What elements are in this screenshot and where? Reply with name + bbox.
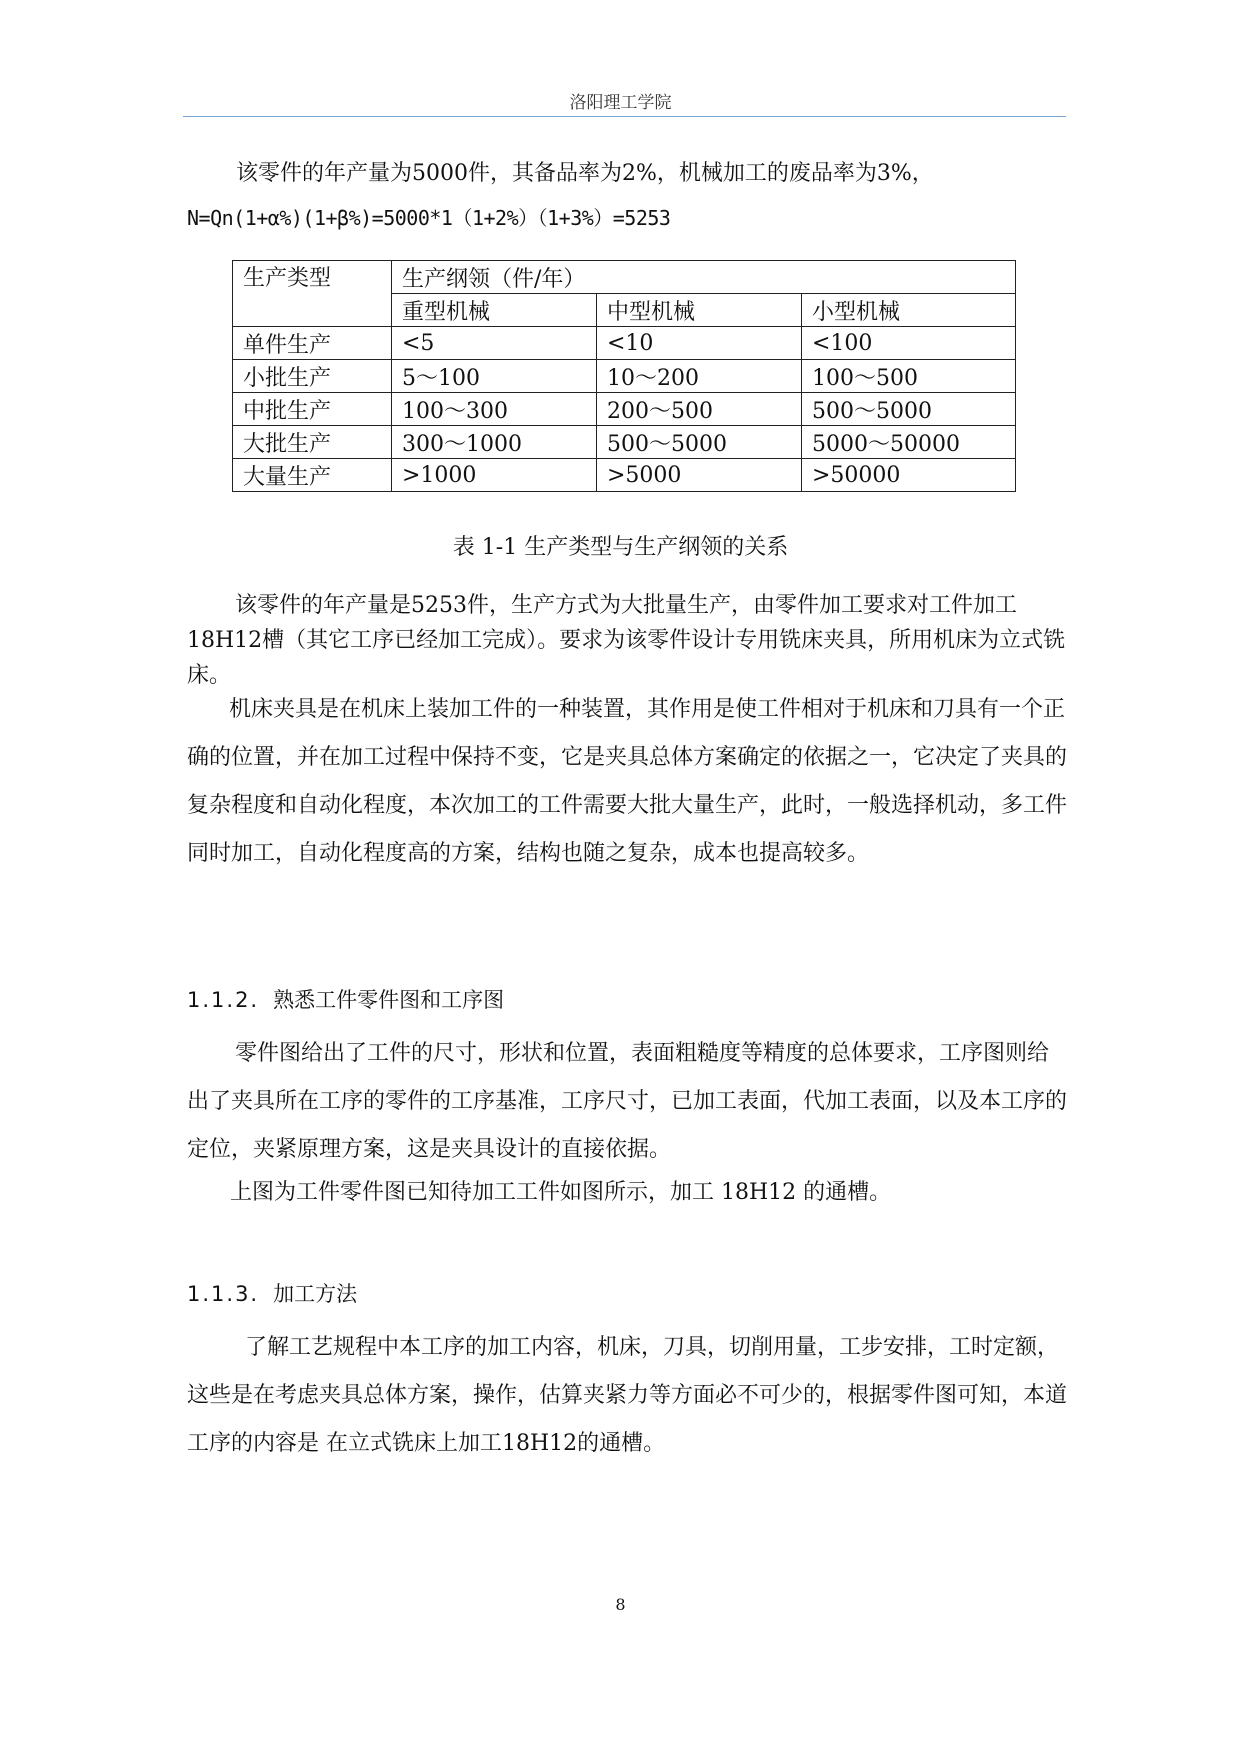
table-cell: 10～200 (597, 360, 802, 393)
table-cell: <10 (597, 327, 802, 360)
table-cell: >1000 (392, 459, 597, 492)
table-row (233, 327, 1016, 360)
row-type-cell: 单件生产 (233, 327, 392, 360)
table-cell: 500～5000 (802, 393, 1016, 426)
table-row (233, 426, 1016, 459)
section-title: 熟悉工件零件图和工序图 (273, 988, 505, 1012)
row-type-cell: 中批生产 (233, 393, 392, 426)
table-cell: 100～500 (802, 360, 1016, 393)
section-number: 1.1.3. (187, 1282, 260, 1306)
paragraph-fixture-description: 机床夹具是在机床上装加工件的一种装置，其作用是使工件相对于机床和刀具有一个正确的位置，并在加工过程中保持不变，它是夹具总体方案确定的依据之一，它决定了夹具的复杂程度和自动化程度，本次加工的工件需要大批大量生产，此时，一般选择机动，多工件同时加工，自动化程度高的方案，结构也随之复杂，成本也提高较多。 (187, 697, 1068, 866)
row-type-cell: 大批生产 (233, 426, 392, 459)
header-divider (183, 116, 1066, 117)
row-type-cell: 大量生产 (233, 459, 392, 492)
page-header-title: 洛阳理工学院 (569, 93, 672, 113)
section-number: 1.1.2. (187, 988, 260, 1012)
quantity-formula: N=Qn(1+α%)(1+β%)=5000*1（1+2%）（1+3%）=5253 (187, 206, 671, 230)
table-cell: <100 (802, 327, 1016, 360)
header-group-cell: 生产纲领（件/年） (392, 261, 1016, 294)
production-type-table (232, 260, 1016, 492)
table-cell: <5 (392, 327, 597, 360)
paragraph-drawings: 零件图给出了工件的尺寸，形状和位置，表面粗糙度等精度的总体要求，工序图则给出了夹具所在工序的零件的工序基准，工序尺寸，已加工表面，代加工表面，以及本工序的定位，夹紧原理方案，这是夹具设计的直接依据。 (187, 1041, 1068, 1162)
paragraph-production-mode: 该零件的年产量是5253件，生产方式为大批量生产，由零件加工要求对工件加工18H12槽（其它工序已经加工完成）。要求为该零件设计专用铣床夹具，所用机床为立式铣床。 (187, 593, 1066, 688)
paragraph-machining-method: 了解工艺规程中本工序的加工内容，机床，刀具，切削用量，工步安排，工时定额，这些是在考虑夹具总体方案，操作，估算夹紧力等方面必不可少的，根据零件图可知，本道工序的内容是 在立式铣床上加工18H12的通槽。 (187, 1335, 1068, 1456)
table-cell: >50000 (802, 459, 1016, 492)
table-header-row (233, 261, 1016, 294)
table-cell: 5000～50000 (802, 426, 1016, 459)
table-row (233, 360, 1016, 393)
table-cell: 5～100 (392, 360, 597, 393)
row-type-cell: 小批生产 (233, 360, 392, 393)
table-cell: 100～300 (392, 393, 597, 426)
column-header: 中型机械 (597, 294, 802, 327)
table-cell: >5000 (597, 459, 802, 492)
column-header: 小型机械 (802, 294, 1016, 327)
table-caption: 表 1-1 生产类型与生产纲领的关系 (452, 535, 789, 560)
table-cell: 500～5000 (597, 426, 802, 459)
section-heading-1-1-2 (187, 984, 504, 1014)
table-row (233, 459, 1016, 492)
column-header: 重型机械 (392, 294, 597, 327)
intro-line: 该零件的年产量为5000件，其备品率为2%，机械加工的废品率为3%， (236, 161, 934, 186)
page-number: 8 (615, 1595, 626, 1614)
table-cell: 200～500 (597, 393, 802, 426)
section-title: 加工方法 (273, 1282, 358, 1306)
section-heading-1-1-3 (187, 1278, 357, 1308)
header-type-cell: 生产类型 (233, 261, 392, 327)
table-cell: 300～1000 (392, 426, 597, 459)
paragraph-part-drawing-note: 上图为工件零件图已知待加工工件如图所示，加工 18H12 的通槽。 (230, 1180, 892, 1205)
table-row (233, 393, 1016, 426)
